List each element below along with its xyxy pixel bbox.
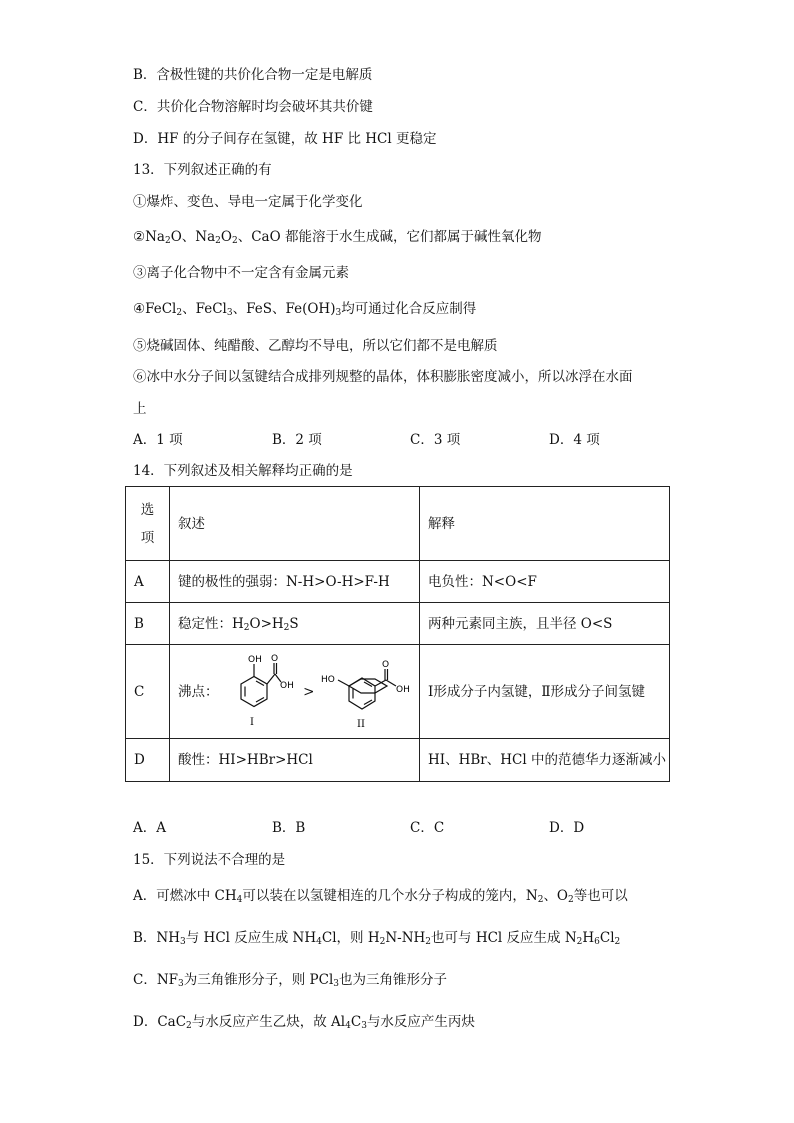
table-row bbox=[126, 645, 670, 739]
compound-label-1: I bbox=[249, 716, 254, 728]
q15-option-b: B．$NH_3$与 HCl 反应生成 $NH_4Cl$，则 $H_2N-NH_2$也可与 HCl 反应生成 $N_2H_6Cl_2$ bbox=[133, 930, 621, 947]
row-c-statement: 沸点： OH O OH I > HO O OH II bbox=[170, 645, 420, 739]
q13-stem: 13．下列叙述正确的有 bbox=[133, 162, 272, 178]
q14-option-a: A．A bbox=[133, 820, 166, 836]
carboxyl-oh-right: OH bbox=[395, 684, 410, 695]
ho-label-left: OH bbox=[247, 654, 262, 665]
q13-statement-6-cont: 上 bbox=[133, 401, 147, 417]
q13-option-a: A．1 项 bbox=[133, 432, 183, 448]
header-option: 选 项 bbox=[126, 487, 170, 561]
compound-label-2: II bbox=[356, 718, 365, 730]
q15-option-d: D．CaC$_2$与水反应产生乙炔，故 $Al_4C_3$与水反应产生丙炔 bbox=[133, 1014, 475, 1031]
carbonyl-o-left: O bbox=[270, 653, 278, 664]
row-b-option: B bbox=[126, 603, 170, 645]
q14-option-b: B．B bbox=[272, 820, 306, 836]
q13-option-c: C．3 项 bbox=[410, 432, 461, 448]
row-b-explanation: 两种元素同主族，且半径 O<S bbox=[420, 603, 670, 645]
q13-statement-4: ④FeCl$_2$、FeCl$_3$、FeS、$Fe(OH)_3$均可通过化合反应制得 bbox=[133, 301, 477, 318]
q13-statement-6: ⑥冰中水分子间以氢键结合成排列规整的晶体，体积膨胀密度减小，所以冰浮在水面 bbox=[133, 369, 633, 385]
q13-options bbox=[133, 430, 693, 450]
q13-option-d: D．4 项 bbox=[549, 432, 600, 448]
q13-statement-3: ③离子化合物中不一定含有金属元素 bbox=[133, 265, 349, 281]
q15-stem: 15．下列说法不合理的是 bbox=[133, 852, 286, 868]
row-c-option: C bbox=[126, 645, 170, 739]
table-header-row bbox=[126, 487, 670, 561]
row-d-option: D bbox=[126, 739, 170, 782]
q14-table bbox=[125, 486, 670, 782]
q14-option-d: D．D bbox=[549, 820, 585, 836]
row-a-option: A bbox=[126, 561, 170, 603]
ho-label-right: HO bbox=[320, 674, 335, 685]
q12-option-d: D．HF 的分子间存在氢键，故 HF 比 HCl 更稳定 bbox=[133, 131, 437, 147]
row-d-statement: 酸性：HI>HBr>HCl bbox=[170, 739, 420, 782]
table-row bbox=[126, 603, 670, 645]
q13-statement-1: ①爆炸、变色、导电一定属于化学变化 bbox=[133, 194, 363, 210]
q13-statement-5: ⑤烧碱固体、纯醋酸、乙醇均不导电，所以它们都不是电解质 bbox=[133, 338, 498, 354]
row-a-explanation: 电负性：N<O<F bbox=[420, 561, 670, 603]
q13-option-b: B．2 项 bbox=[272, 432, 322, 448]
q15-option-c: C．$NF_3$为三角锥形分子，则 PCl$_3$也为三角锥形分子 bbox=[133, 972, 448, 989]
header-statement: 叙述 bbox=[170, 487, 420, 561]
row-d-explanation: HI、HBr、HCl 中的范德华力逐渐减小 bbox=[420, 739, 670, 782]
q13-statement-2: $②Na_2O$、$Na_2O_2$、CaO 都能溶于水生成碱，它们都属于碱性氧化物 bbox=[133, 229, 542, 246]
row-a-statement: 键的极性的强弱：N-H>O-H>F-H bbox=[170, 561, 420, 603]
q12-option-c: C．共价化合物溶解时均会破坏其共价键 bbox=[133, 99, 373, 115]
q12-option-b: B．含极性键的共价化合物一定是电解质 bbox=[133, 67, 373, 83]
header-explanation: 解释 bbox=[420, 487, 670, 561]
q14-stem: 14．下列叙述及相关解释均正确的是 bbox=[133, 463, 353, 479]
q14-option-c: C．C bbox=[410, 820, 445, 836]
p-hydroxybenzoic-acid-structure bbox=[319, 651, 421, 733]
table-row bbox=[126, 739, 670, 782]
carboxyl-oh-left: OH bbox=[279, 680, 294, 691]
salicylic-acid-structure bbox=[223, 651, 299, 733]
carbonyl-o-right: O bbox=[381, 659, 389, 670]
row-c-explanation: Ⅰ形成分子内氢键，Ⅱ形成分子间氢键 bbox=[420, 645, 670, 739]
table-row bbox=[126, 561, 670, 603]
q14-options bbox=[133, 818, 693, 838]
q15-option-a: A．可燃冰中 $CH_4$可以装在以氢键相连的几个水分子构成的笼内，$N_2$、$O_2$等也可以 bbox=[133, 888, 628, 905]
row-b-statement: 稳定性：$H_2O>H_2S$ bbox=[170, 603, 420, 645]
